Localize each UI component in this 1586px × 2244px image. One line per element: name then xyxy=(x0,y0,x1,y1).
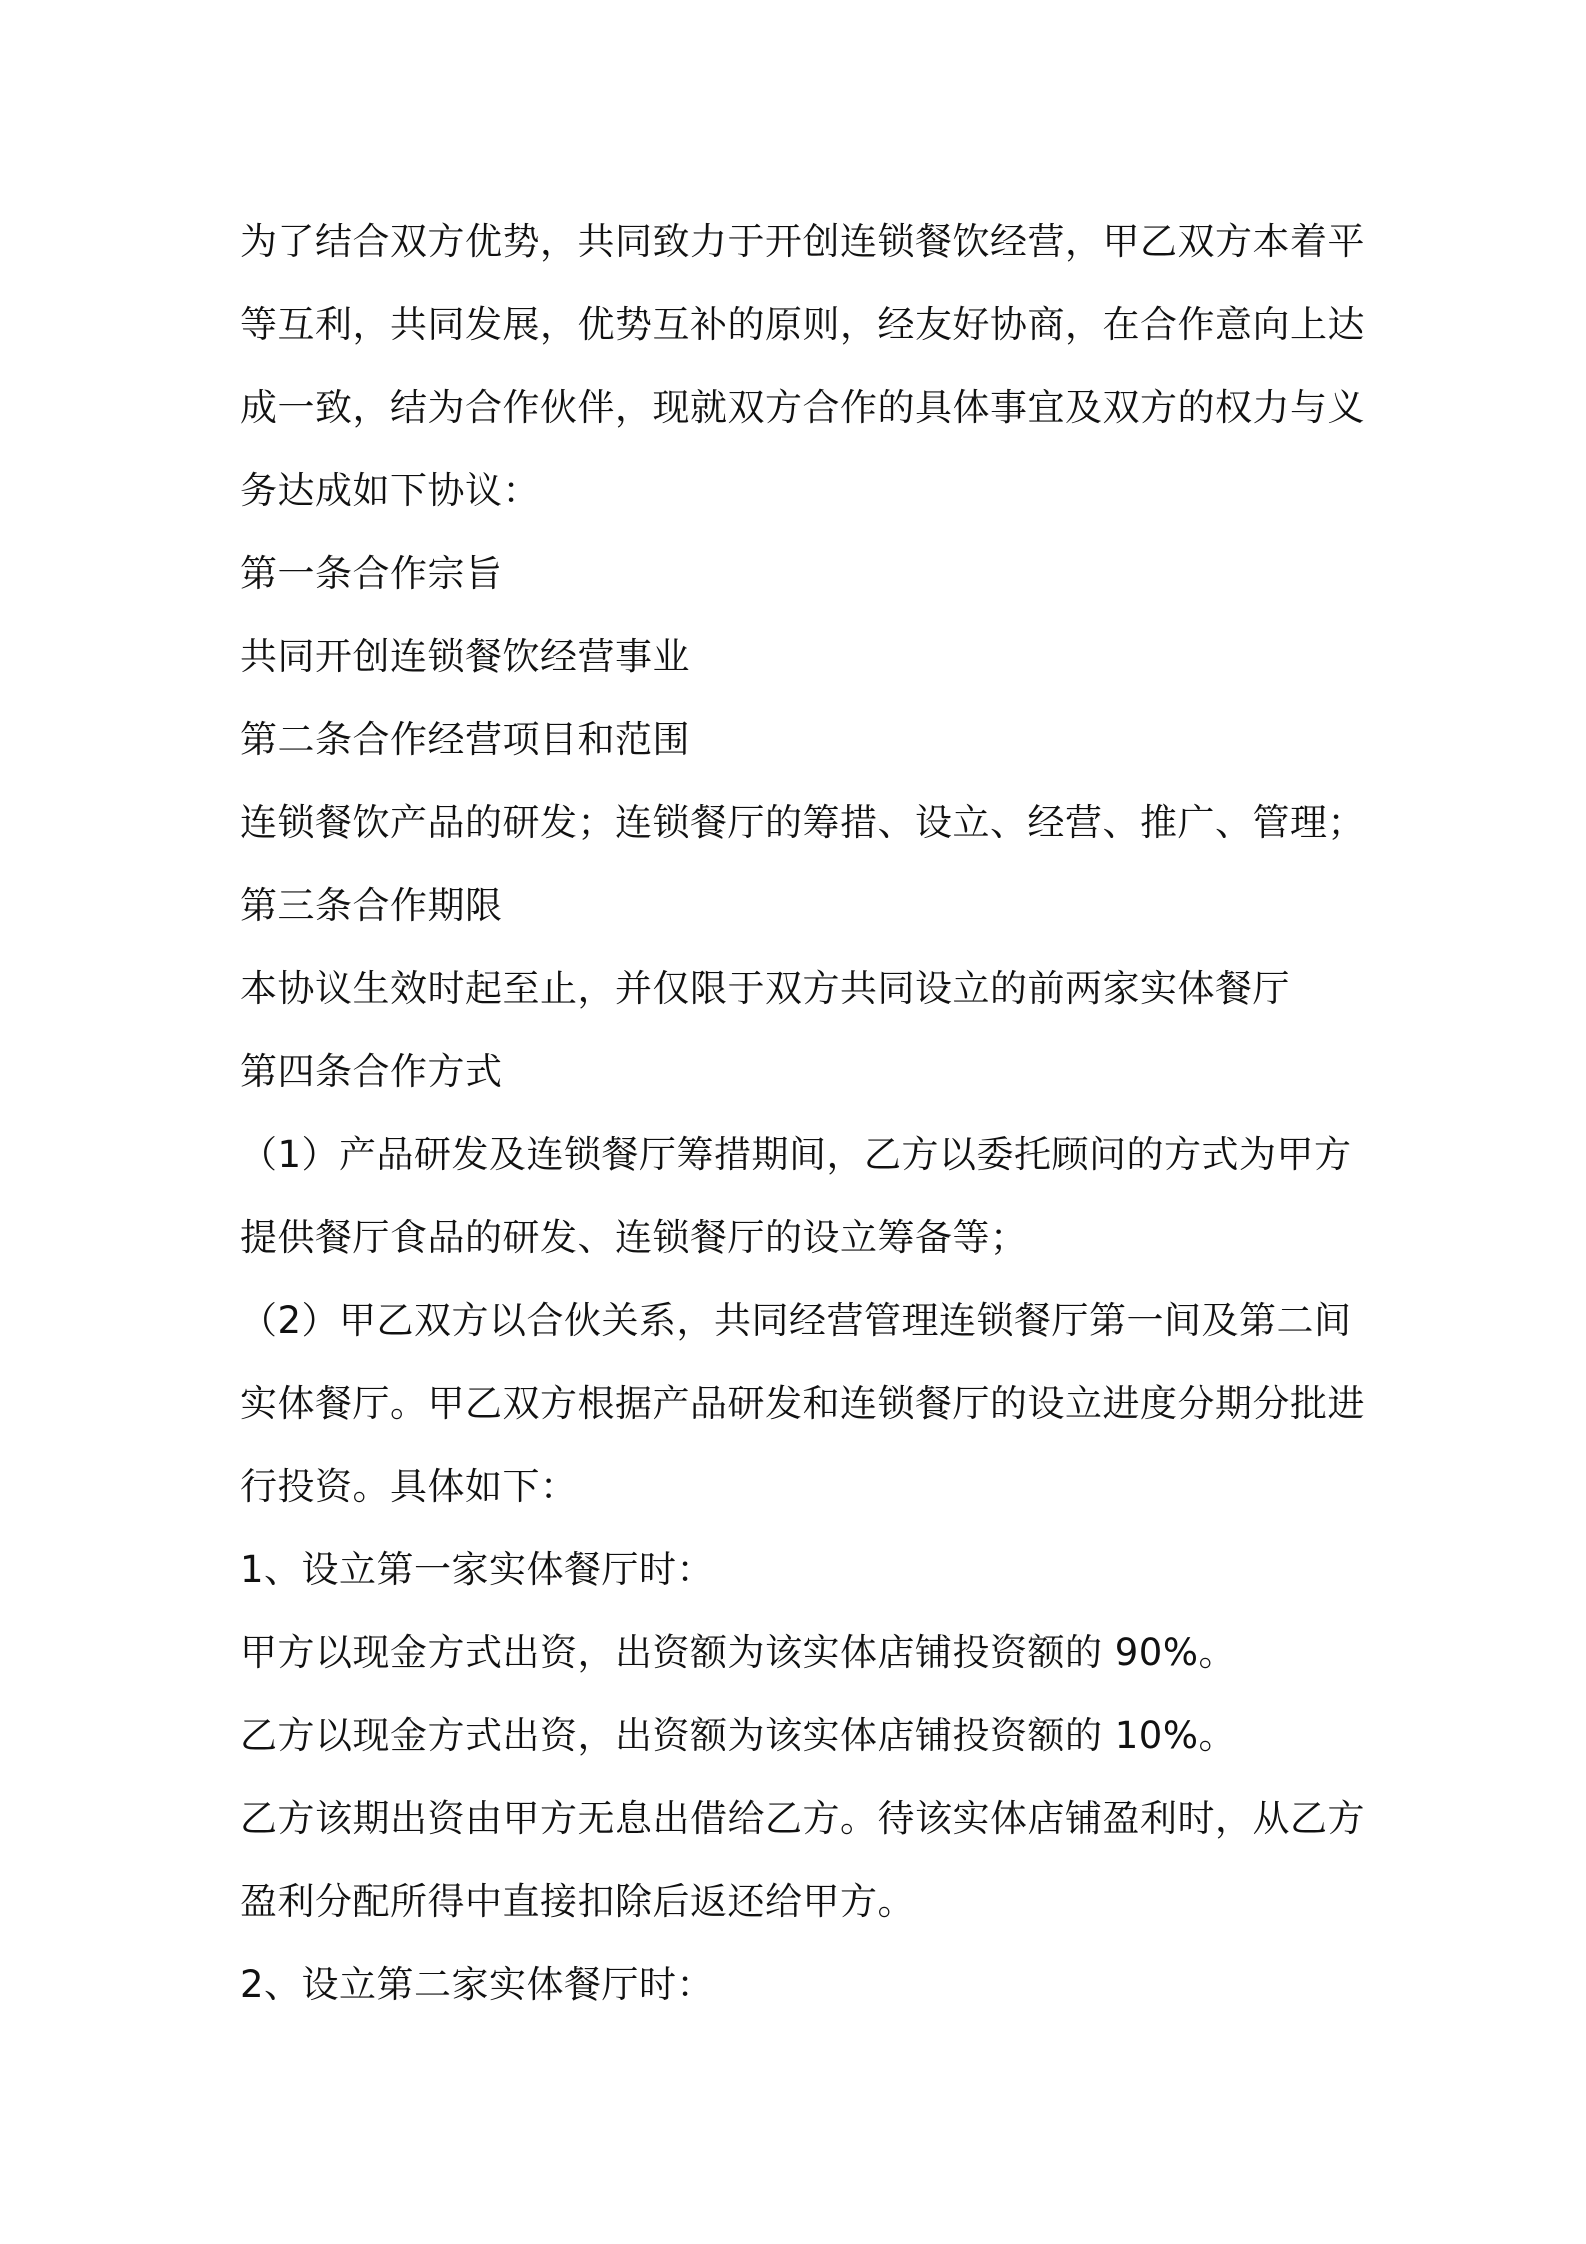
paragraph-line: 甲方以现金方式出资，出资额为该实体店铺投资额的 90%。 xyxy=(240,1631,1236,1674)
section-heading-2: 第二条合作经营项目和范围 xyxy=(240,718,690,761)
section-heading-4: 第四条合作方式 xyxy=(240,1050,503,1093)
paragraph-line: 行投资。具体如下： xyxy=(240,1465,578,1508)
paragraph-line: 实体餐厅。甲乙双方根据产品研发和连锁餐厅的设立进度分期分批进 xyxy=(240,1382,1365,1425)
paragraph-line: 成一致，结为合作伙伴，现就双方合作的具体事宜及双方的权力与义 xyxy=(240,386,1365,429)
paragraph-line: 盈利分配所得中直接扣除后返还给甲方。 xyxy=(240,1880,915,1923)
paragraph-line: （1）产品研发及连锁餐厅筹措期间，乙方以委托顾问的方式为甲方 xyxy=(240,1133,1352,1176)
section-heading-1: 第一条合作宗旨 xyxy=(240,552,503,595)
document-body xyxy=(240,200,1365,2026)
paragraph-line: 等互利，共同发展，优势互补的原则，经友好协商，在合作意向上达 xyxy=(240,303,1365,346)
paragraph-line: 务达成如下协议： xyxy=(240,469,540,512)
paragraph-line: 乙方该期出资由甲方无息出借给乙方。待该实体店铺盈利时，从乙方 xyxy=(240,1797,1365,1840)
paragraph-line: 共同开创连锁餐饮经营事业 xyxy=(240,635,690,678)
list-item-heading: 1、设立第一家实体餐厅时： xyxy=(240,1548,715,1591)
paragraph-line: 提供餐厅食品的研发、连锁餐厅的设立筹备等； xyxy=(240,1216,1028,1259)
paragraph-line: 连锁餐饮产品的研发；连锁餐厅的筹措、设立、经营、推广、管理； xyxy=(240,801,1365,844)
paragraph-line: （2）甲乙双方以合伙关系，共同经营管理连锁餐厅第一间及第二间 xyxy=(240,1299,1352,1342)
list-item-heading: 2、设立第二家实体餐厅时： xyxy=(240,1963,715,2006)
paragraph-line: 乙方以现金方式出资，出资额为该实体店铺投资额的 10%。 xyxy=(240,1714,1236,1757)
paragraph-line: 本协议生效时起至止，并仅限于双方共同设立的前两家实体餐厅 xyxy=(240,967,1290,1010)
section-heading-3: 第三条合作期限 xyxy=(240,884,503,927)
paragraph-line: 为了结合双方优势，共同致力于开创连锁餐饮经营，甲乙双方本着平 xyxy=(240,220,1365,263)
